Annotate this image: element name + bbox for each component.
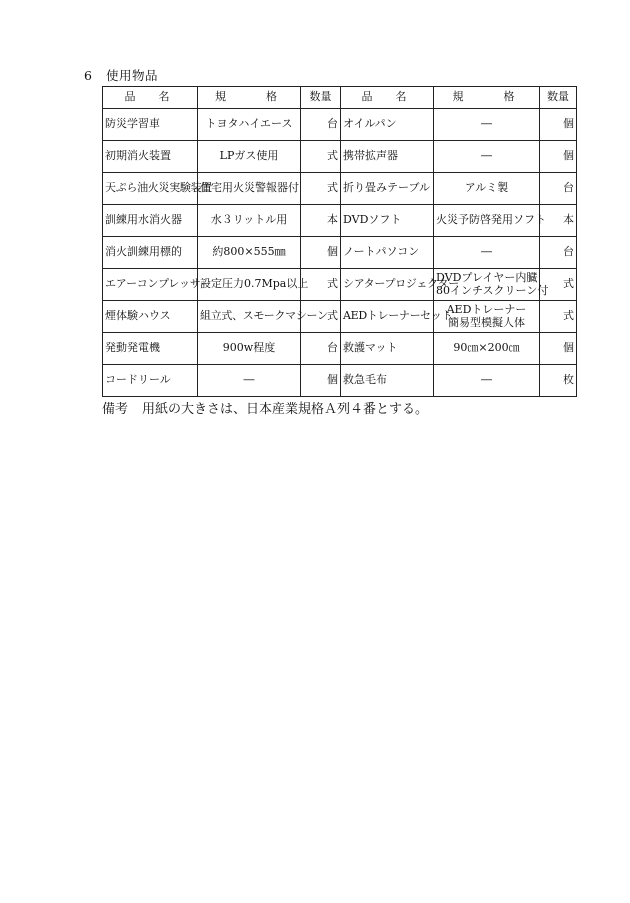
remark-note [102, 398, 428, 417]
item-name: シアタープロジェクター [341, 269, 434, 301]
item-qty: 式 [540, 301, 577, 333]
header-name-right: 品 名 [341, 87, 434, 109]
item-spec-multiline [434, 301, 540, 333]
table-row [103, 237, 577, 269]
item-qty: 台 [301, 109, 341, 141]
item-name: 携帯拡声器 [341, 141, 434, 173]
item-qty: 台 [540, 173, 577, 205]
item-qty: 個 [540, 333, 577, 365]
item-qty: 式 [540, 269, 577, 301]
item-qty: 式 [301, 141, 341, 173]
item-spec: ― [434, 109, 540, 141]
item-spec-line: 80インチスクリーン付 [436, 283, 549, 297]
item-qty: 個 [540, 141, 577, 173]
item-qty: 個 [301, 237, 341, 269]
item-qty: 個 [540, 109, 577, 141]
item-name: コードリール [103, 365, 198, 397]
remark-head: 備考 [102, 402, 129, 417]
item-spec-multiline [434, 269, 549, 301]
item-spec: 約800×555㎜ [198, 237, 301, 269]
item-spec: 火災予防啓発用ソフト [434, 205, 540, 237]
section-heading [84, 66, 158, 84]
table-row [103, 333, 577, 365]
item-qty: 台 [301, 333, 341, 365]
item-spec: トヨタハイエース [198, 109, 301, 141]
item-spec-line: DVDプレイヤー内臓 [436, 270, 538, 284]
table-header-row [103, 87, 577, 109]
header-qty-right: 数量 [540, 87, 577, 109]
item-spec: 900w程度 [198, 333, 301, 365]
table-row [103, 109, 577, 141]
item-spec-line: AEDトレーナー [446, 302, 527, 316]
item-qty: 本 [301, 205, 341, 237]
equipment-table [102, 86, 577, 397]
item-spec: LPガス使用 [198, 141, 301, 173]
item-name: エアーコンプレッサー [103, 269, 198, 301]
header-spec-left: 規 格 [198, 87, 301, 109]
item-name: 折り畳みテーブル [341, 173, 434, 205]
item-name: AEDトレーナーセット [341, 301, 434, 333]
header-name-left: 品 名 [103, 87, 198, 109]
header-qty-left: 数量 [301, 87, 341, 109]
item-spec: アルミ製 [434, 173, 540, 205]
header-spec-right: 規 格 [434, 87, 540, 109]
item-name: 発動発電機 [103, 333, 198, 365]
item-qty: 台 [540, 237, 577, 269]
item-spec-line: 簡易型模擬人体 [448, 315, 525, 329]
item-spec: ― [198, 365, 301, 397]
item-qty: 枚 [540, 365, 577, 397]
item-name: 煙体験ハウス [103, 301, 198, 333]
item-spec: 住宅用火災警報器付 [198, 173, 301, 205]
item-qty: 本 [540, 205, 577, 237]
item-name: オイルパン [341, 109, 434, 141]
item-spec: 90㎝×200㎝ [434, 333, 540, 365]
item-name: DVDソフト [341, 205, 434, 237]
remark-text: 用紙の大きさは、日本産業規格Ａ列４番とする。 [142, 402, 429, 417]
table-row [103, 301, 577, 333]
item-name: 防災学習車 [103, 109, 198, 141]
item-name: 救急毛布 [341, 365, 434, 397]
table-row [103, 141, 577, 173]
item-spec: 水３リットル用 [198, 205, 301, 237]
item-spec: 組立式、スモークマシーン [198, 301, 301, 333]
item-spec: ― [434, 365, 540, 397]
item-name: 救護マット [341, 333, 434, 365]
table-row [103, 173, 577, 205]
item-qty: 式 [301, 269, 341, 301]
section-number: 6 [84, 68, 93, 83]
table-row [103, 205, 577, 237]
item-spec: ― [434, 237, 540, 269]
item-name: 天ぷら油火災実験装置 [103, 173, 198, 205]
table-row [103, 365, 577, 397]
item-name: 訓練用水消火器 [103, 205, 198, 237]
item-spec: 設定圧力0.7Mpa以上 [198, 269, 301, 301]
section-title: 使用物品 [106, 68, 159, 83]
item-spec: ― [434, 141, 540, 173]
item-qty: 式 [301, 173, 341, 205]
item-qty: 個 [301, 365, 341, 397]
item-name: 消火訓練用標的 [103, 237, 198, 269]
item-name: ノートパソコン [341, 237, 434, 269]
item-name: 初期消火装置 [103, 141, 198, 173]
item-qty: 式 [301, 301, 341, 333]
table-row [103, 269, 577, 301]
